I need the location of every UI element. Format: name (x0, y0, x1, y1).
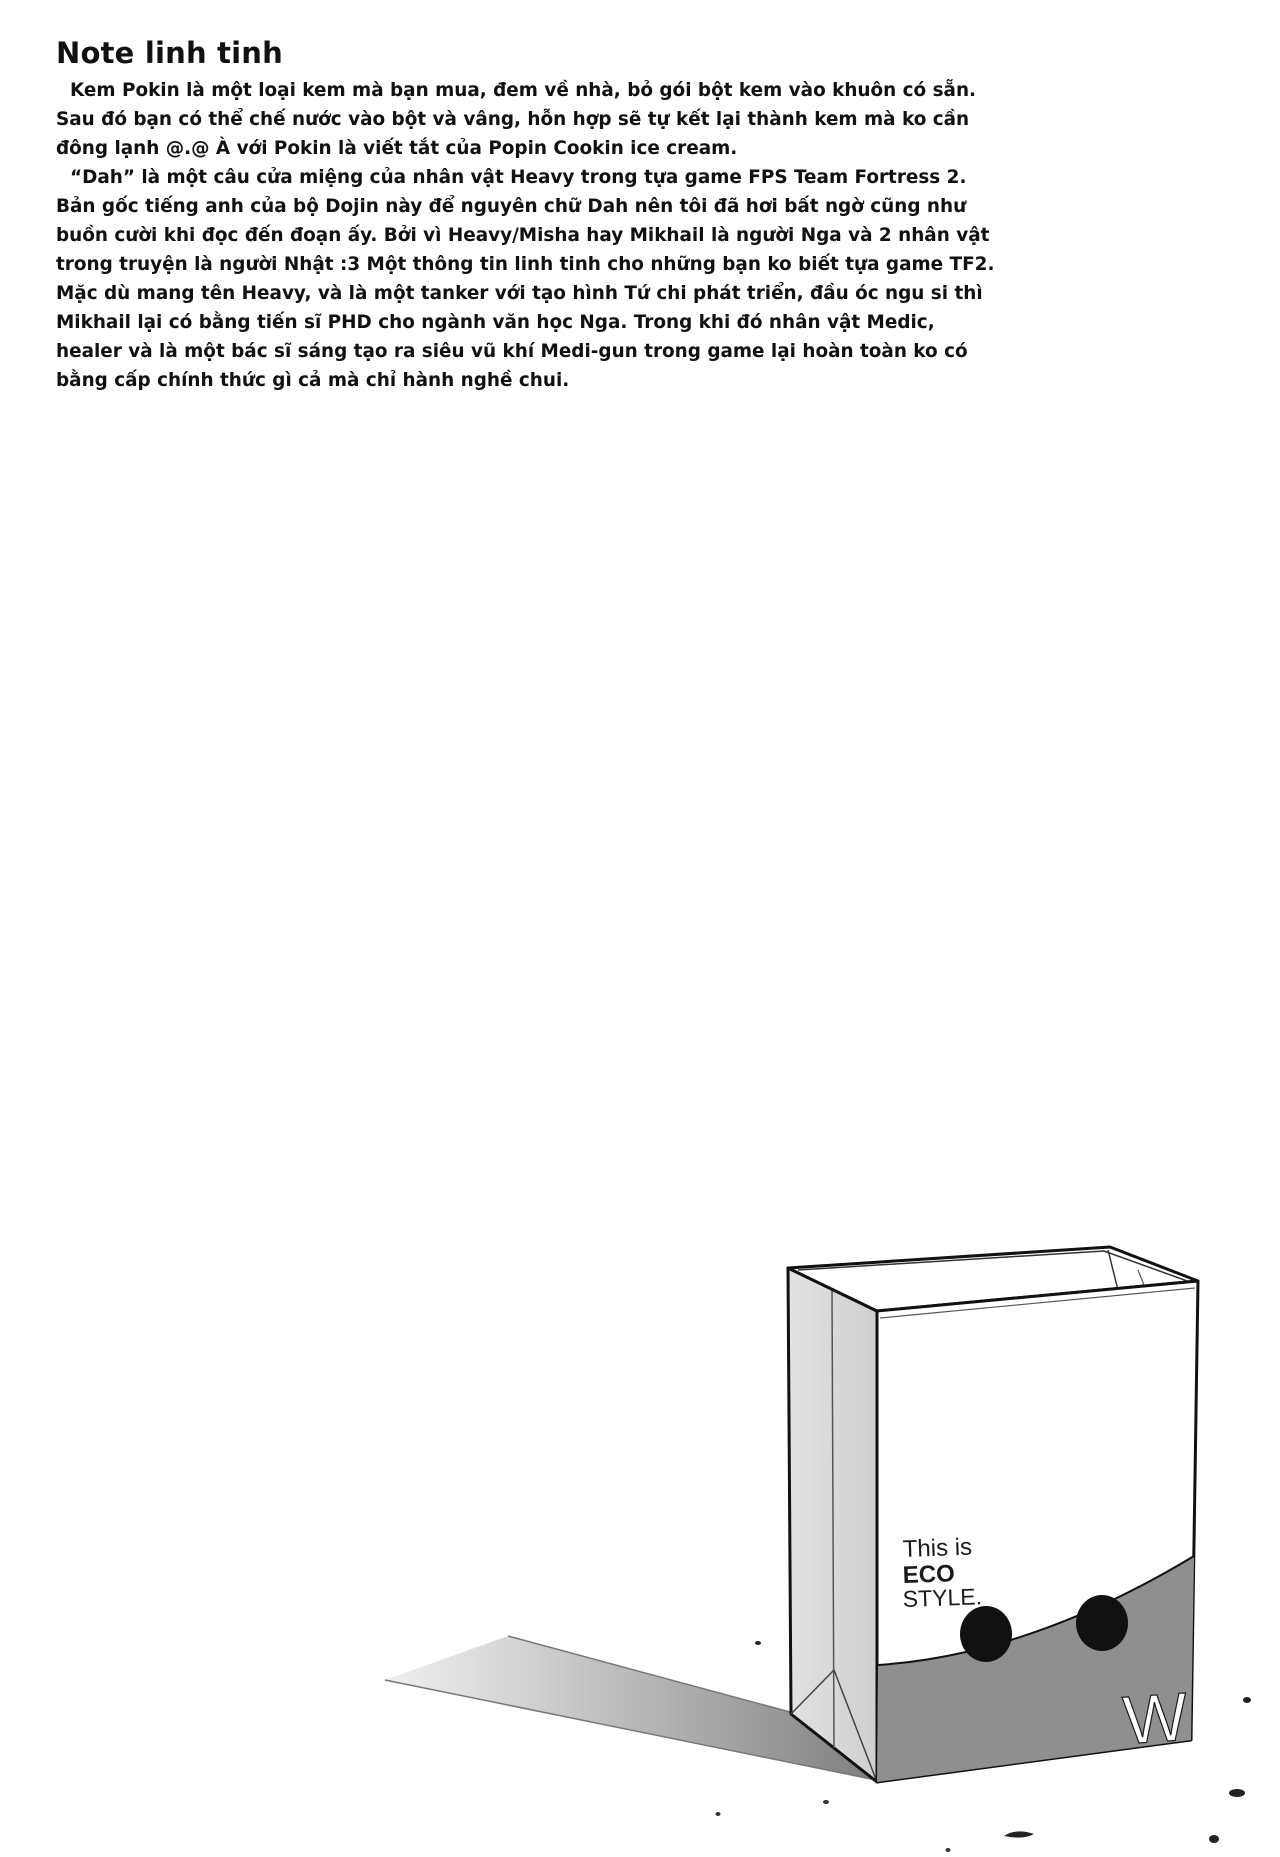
note-line: Mikhail lại có bằng tiến sĩ PHD cho ngành văn học Nga. Trong khi đó nhân vật Medic, (56, 312, 935, 333)
note-line: Kem Pokin là một loại kem mà bạn mua, đem về nhà, bỏ gói bột kem vào khuôn có sẵn. (70, 80, 977, 101)
note-line: bằng cấp chính thức gì cả mà chỉ hành nghề chui. (56, 370, 570, 391)
note-line: đông lạnh @.@ À với Pokin là viết tắt của Popin Cookin ice cream. (56, 138, 738, 159)
note-line: Bản gốc tiếng anh của bộ Dojin này để nguyên chữ Dah nên tôi đã hơi bất ngờ cũng như (56, 196, 967, 217)
bag-right-eye (1076, 1595, 1128, 1651)
note-line: “Dah” là một câu cửa miệng của nhân vật Heavy trong tựa game FPS Team Fortress 2. (70, 167, 967, 188)
bag-text-style: STYLE. (902, 1583, 983, 1612)
bag-left-eye (960, 1606, 1012, 1662)
note-line: Mặc dù mang tên Heavy, và là một tanker với tạo hình Tứ chi phát triển, đầu óc ngu si thì (56, 283, 983, 304)
note-line: buồn cười khi đọc đến đoạn ấy. Bởi vì Heavy/Misha hay Mikhail là người Nga và 2 nhân vật (56, 225, 990, 246)
bag-text-this-is: This is (902, 1533, 973, 1563)
bag-logo: W (1120, 1678, 1191, 1759)
bag-text-eco: ECO (902, 1560, 956, 1589)
note-title: Note linh tinh (56, 36, 283, 70)
note-line: Sau đó bạn có thể chế nước vào bột và vâng, hỗn hợp sẽ tự kết lại thành kem mà ko cần (56, 109, 970, 130)
note-line: healer và là một bác sĩ sáng tạo ra siêu vũ khí Medi-gun trong game lại hoàn toàn ko có (56, 341, 968, 362)
note-line: trong truyện là người Nhật :3 Một thông tin linh tinh cho những bạn ko biết tựa game TF2. (56, 254, 995, 275)
